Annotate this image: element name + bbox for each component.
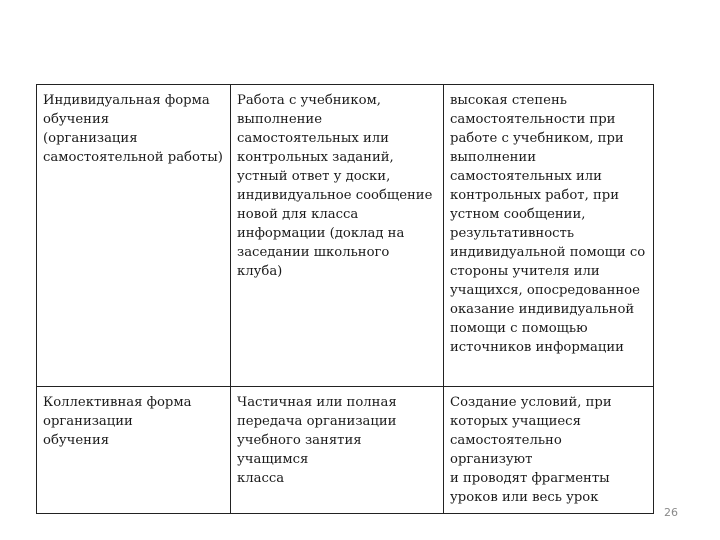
table-cell-content: Частичная или полная передача организации учебного занятия учащимся класса bbox=[231, 387, 444, 514]
table-cell-result: Создание условий, при которых учащиеся самостоятельно организуют и проводят фрагменты уроков или весь урок bbox=[444, 387, 654, 514]
table-row bbox=[37, 85, 654, 387]
table-cell-content: Работа с учебником, выполнение самостоятельных или контрольных заданий, устный ответ у доски, индивидуальное сообщение новой для класса информации (доклад на заседании школьного клуба) bbox=[231, 85, 444, 387]
table-row bbox=[37, 387, 654, 514]
table-cell-form: Коллективная форма организации обучения bbox=[37, 387, 231, 514]
table-cell-result: высокая степень самостоятельности при работе с учебником, при выполнении самостоятельных или контрольных работ, при устном сообщении, результативность индивидуальной помощи со стороны учителя или учащихся, опосредованное оказание индивидуальной помощи с помощью источников информации bbox=[444, 85, 654, 387]
table-cell-form: Индивидуальная форма обучения (организация самостоятельной работы) bbox=[37, 85, 231, 387]
page-number: 26 bbox=[664, 506, 678, 519]
forms-table bbox=[36, 84, 654, 514]
